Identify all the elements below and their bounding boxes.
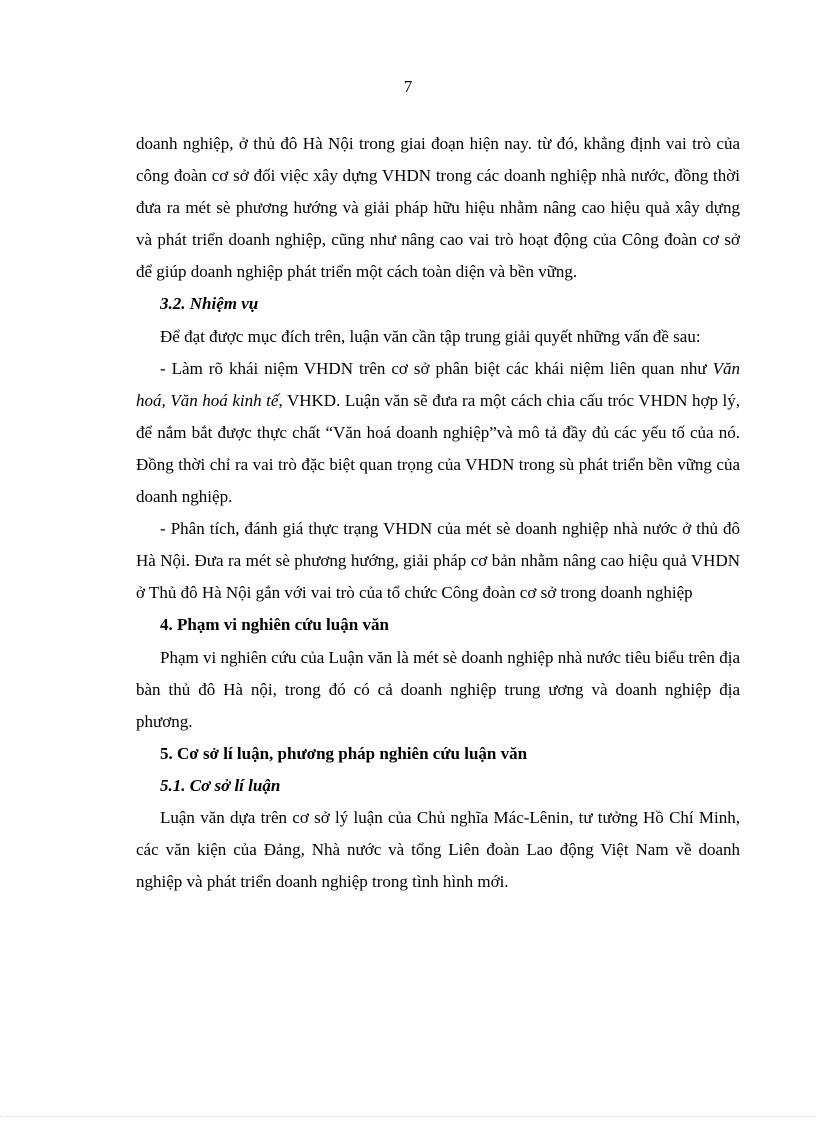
paragraph-tasks-intro: Để đạt được mục đích trên, luận văn cần tập trung giải quyết những vấn đề sau: bbox=[160, 326, 701, 346]
paragraph-scope: Phạm vi nghiên cứu của Luận văn là mét sè doanh nghiệp nhà nước tiêu biểu trên địa bàn thủ đô Hà nội, trong đó có cả doanh nghiệp trung ương và doanh nghiệp địa phương. bbox=[136, 647, 740, 731]
paragraph-task-2: - Phân tích, đánh giá thực trạng VHDN của mét sè doanh nghiệp nhà nước ở thủ đô Hà Nội. Đưa ra mét sè phương hướng, giải pháp cơ bản nhằm nâng cao hiệu quả VHDN ở Thủ đô Hà Nội gắn với vai trò của tổ chức Công đoàn cơ sở trong doanh nghiệp bbox=[136, 519, 740, 603]
paragraph-task-1 bbox=[136, 353, 740, 513]
page-number: 7 bbox=[403, 77, 413, 96]
document-body bbox=[136, 128, 740, 898]
paragraph-theory: Luận văn dựa trên cơ sở lý luận của Chủ nghĩa Mác-Lênin, tư tưởng Hồ Chí Minh, các văn kiện của Đảng, Nhà nước và tổng Liên đoàn Lao động Việt Nam về doanh nghiệp và phát triển doanh nghiệp trong tình hình mới. bbox=[136, 807, 740, 892]
task-1-text-start: - Làm rõ khái niệm VHDN trên cơ sở phân biệt các khái niệm liên quan như bbox=[160, 358, 713, 378]
heading-5-1-theory: 5.1. Cơ sở lí luận bbox=[160, 775, 281, 795]
task-1-text-end: , VHKD. Luận văn sẽ đưa ra một cách chia cấu tróc VHDN hợp lý, để nắm bắt được thực chất “Văn hoá doanh nghiệp”và mô tả đầy đủ các yếu tố của nó. Đồng thời chỉ ra vai trò đặc biệt quan trọng của VHDN trong sù phát triển bền vững của doanh nghiệp. bbox=[136, 390, 740, 507]
paragraph-intro-continued: doanh nghiệp, ở thủ đô Hà Nội trong giai đoạn hiện nay. từ đó, khẳng định vai trò của công đoàn cơ sở đối việc xây dựng VHDN trong các doanh nghiệp nhà nước, đồng thời đưa ra mét sè phương hướng và giải pháp hữu hiệu nhằm nâng cao hiệu quả xây dựng và phát triển doanh nghiệp, cũng như nâng cao vai trò hoạt động của Công đoàn cơ sở để giúp doanh nghiệp phát triển một cách toàn diện và bền vững. bbox=[136, 134, 740, 282]
heading-5-methodology: 5. Cơ sở lí luận, phương pháp nghiên cứu luận văn bbox=[160, 743, 528, 763]
page-bottom-divider bbox=[0, 1116, 816, 1117]
task-1-italic-terms: Văn hoá, Văn hoá kinh tế bbox=[136, 358, 740, 410]
heading-4-scope: 4. Phạm vi nghiên cứu luận văn bbox=[160, 615, 389, 635]
heading-3-2-tasks: 3.2. Nhiệm vụ bbox=[160, 294, 259, 314]
